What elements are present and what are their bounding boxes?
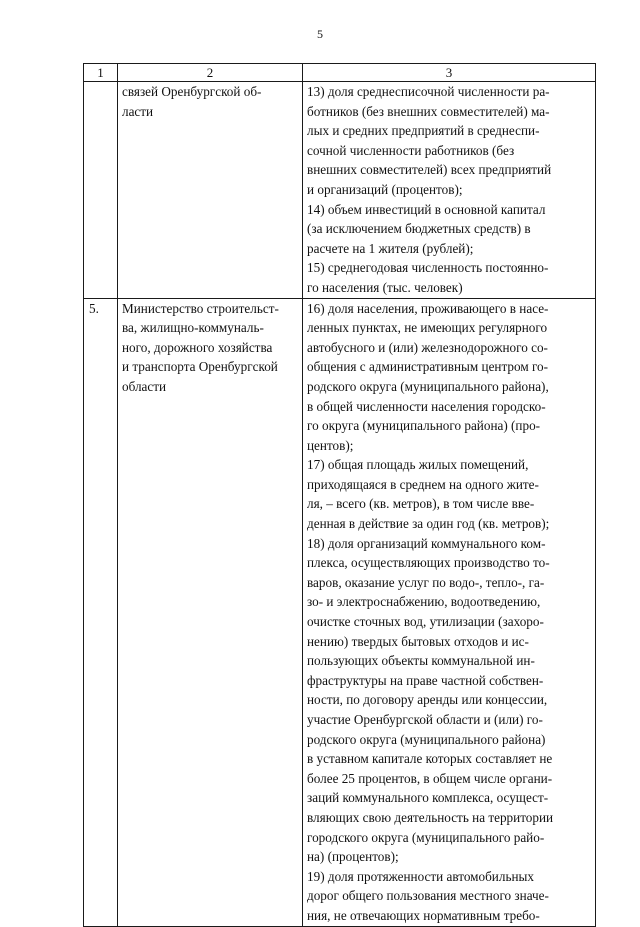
- text-line: в общей численности населения городско-: [307, 398, 546, 414]
- page-number: 5: [317, 27, 323, 41]
- text-line: ленных пунктах, не имеющих регулярного: [307, 320, 548, 336]
- text-line: приходящаяся в среднем на одного жите-: [307, 476, 539, 492]
- text-line: дорог общего пользования местного значе-: [307, 888, 549, 904]
- text-line: вляющих свою деятельность на территории: [307, 809, 554, 825]
- text-line: зо- и электроснабжению, водоотведению,: [307, 594, 541, 610]
- text-line: очистке сточных вод, утилизации (захоро-: [307, 614, 544, 630]
- text-line: связей Оренбургской об-: [122, 84, 262, 99]
- responsible-body-cell: [118, 82, 303, 299]
- text-line: внешних совместителей) всех предприятий: [307, 162, 552, 178]
- text-line: в уставном капитале которых составляет не: [307, 751, 553, 767]
- responsible-body-cell: [118, 298, 303, 926]
- text-line: 18) доля организаций коммунального ком-: [307, 535, 546, 551]
- text-line: общения с административным центром го-: [307, 359, 549, 375]
- text-line: 13) доля среднесписочной численности ра-: [307, 84, 550, 99]
- text-line: го населения (тыс. человек): [307, 279, 463, 295]
- indicators-cell: [303, 298, 596, 926]
- text-line: пользующих объекты коммунальной ин-: [307, 653, 535, 669]
- text-line: 15) среднегодовая численность постоянно-: [307, 260, 549, 276]
- indicators-table: [83, 63, 596, 927]
- text-line: 19) доля протяженности автомобильных: [307, 868, 534, 884]
- text-line: на) (процентов);: [307, 849, 399, 865]
- text-line: (за исключением бюджетных средств) в: [307, 221, 531, 237]
- text-line: ности, по договору аренды или концессии,: [307, 692, 548, 708]
- text-line: заций коммунального комплекса, осущест-: [307, 790, 549, 806]
- row-number: 5.: [89, 300, 99, 316]
- text-line: го округа (муниципального района) (про-: [307, 418, 541, 434]
- text-line: более 25 процентов, в общем числе органи-: [307, 770, 553, 786]
- text-line: 17) общая площадь жилых помещений,: [307, 457, 529, 473]
- text-line: ва, жилищно-коммуналь-: [122, 320, 264, 336]
- text-line: участие Оренбургской области и (или) го-: [307, 712, 543, 727]
- text-line: центов);: [307, 437, 354, 453]
- text-line: ля, – всего (кв. метров), в том числе вве-: [307, 496, 535, 512]
- text-line: лых и средних предприятий в среднеспи-: [307, 123, 540, 139]
- text-line: варов, оказание услуг по водо-, тепло-, га-: [307, 574, 545, 590]
- text-line: ботников (без внешних совместителей) ма-: [307, 103, 550, 119]
- table-row-5: [84, 298, 596, 926]
- text-line: 14) объем инвестиций в основной капитал: [307, 201, 546, 217]
- header-col-3: 3: [303, 64, 596, 82]
- text-line: 16) доля населения, проживающего в насе-: [307, 300, 549, 316]
- text-line: денная в действие за один год (кв. метров);: [307, 516, 550, 532]
- table-row-continuation: [84, 82, 596, 299]
- header-col-2: 2: [118, 64, 303, 82]
- text-line: ного, дорожного хозяйства: [122, 339, 273, 355]
- header-col-1: 1: [84, 64, 118, 82]
- text-line: и транспорта Оренбургской: [122, 359, 278, 375]
- text-line: фраструктуры на праве частной собствен-: [307, 672, 544, 688]
- text-line: ния, не отвечающих нормативным требо-: [307, 907, 540, 923]
- text-line: области: [122, 378, 167, 394]
- text-line: плекса, осуществляющих производство то-: [307, 555, 550, 571]
- text-line: ласти: [122, 103, 154, 119]
- table-header-row: [84, 64, 596, 82]
- text-line: родского округа (муниципального района): [307, 731, 546, 747]
- indicators-cell: [303, 82, 596, 299]
- text-line: автобусного и (или) железнодорожного со-: [307, 339, 548, 355]
- text-line: нению) твердых бытовых отходов и ис-: [307, 633, 529, 649]
- text-line: и организаций (процентов);: [307, 181, 463, 197]
- row-number-cell: [84, 298, 118, 926]
- text-line: сочной численности работников (без: [307, 142, 515, 158]
- text-line: расчете на 1 жителя (рублей);: [307, 240, 474, 256]
- text-line: Министерство строительст-: [122, 300, 279, 316]
- text-line: городского округа (муниципального райо-: [307, 829, 545, 845]
- text-line: родского округа (муниципального района),: [307, 378, 549, 394]
- row-number-cell: [84, 82, 118, 299]
